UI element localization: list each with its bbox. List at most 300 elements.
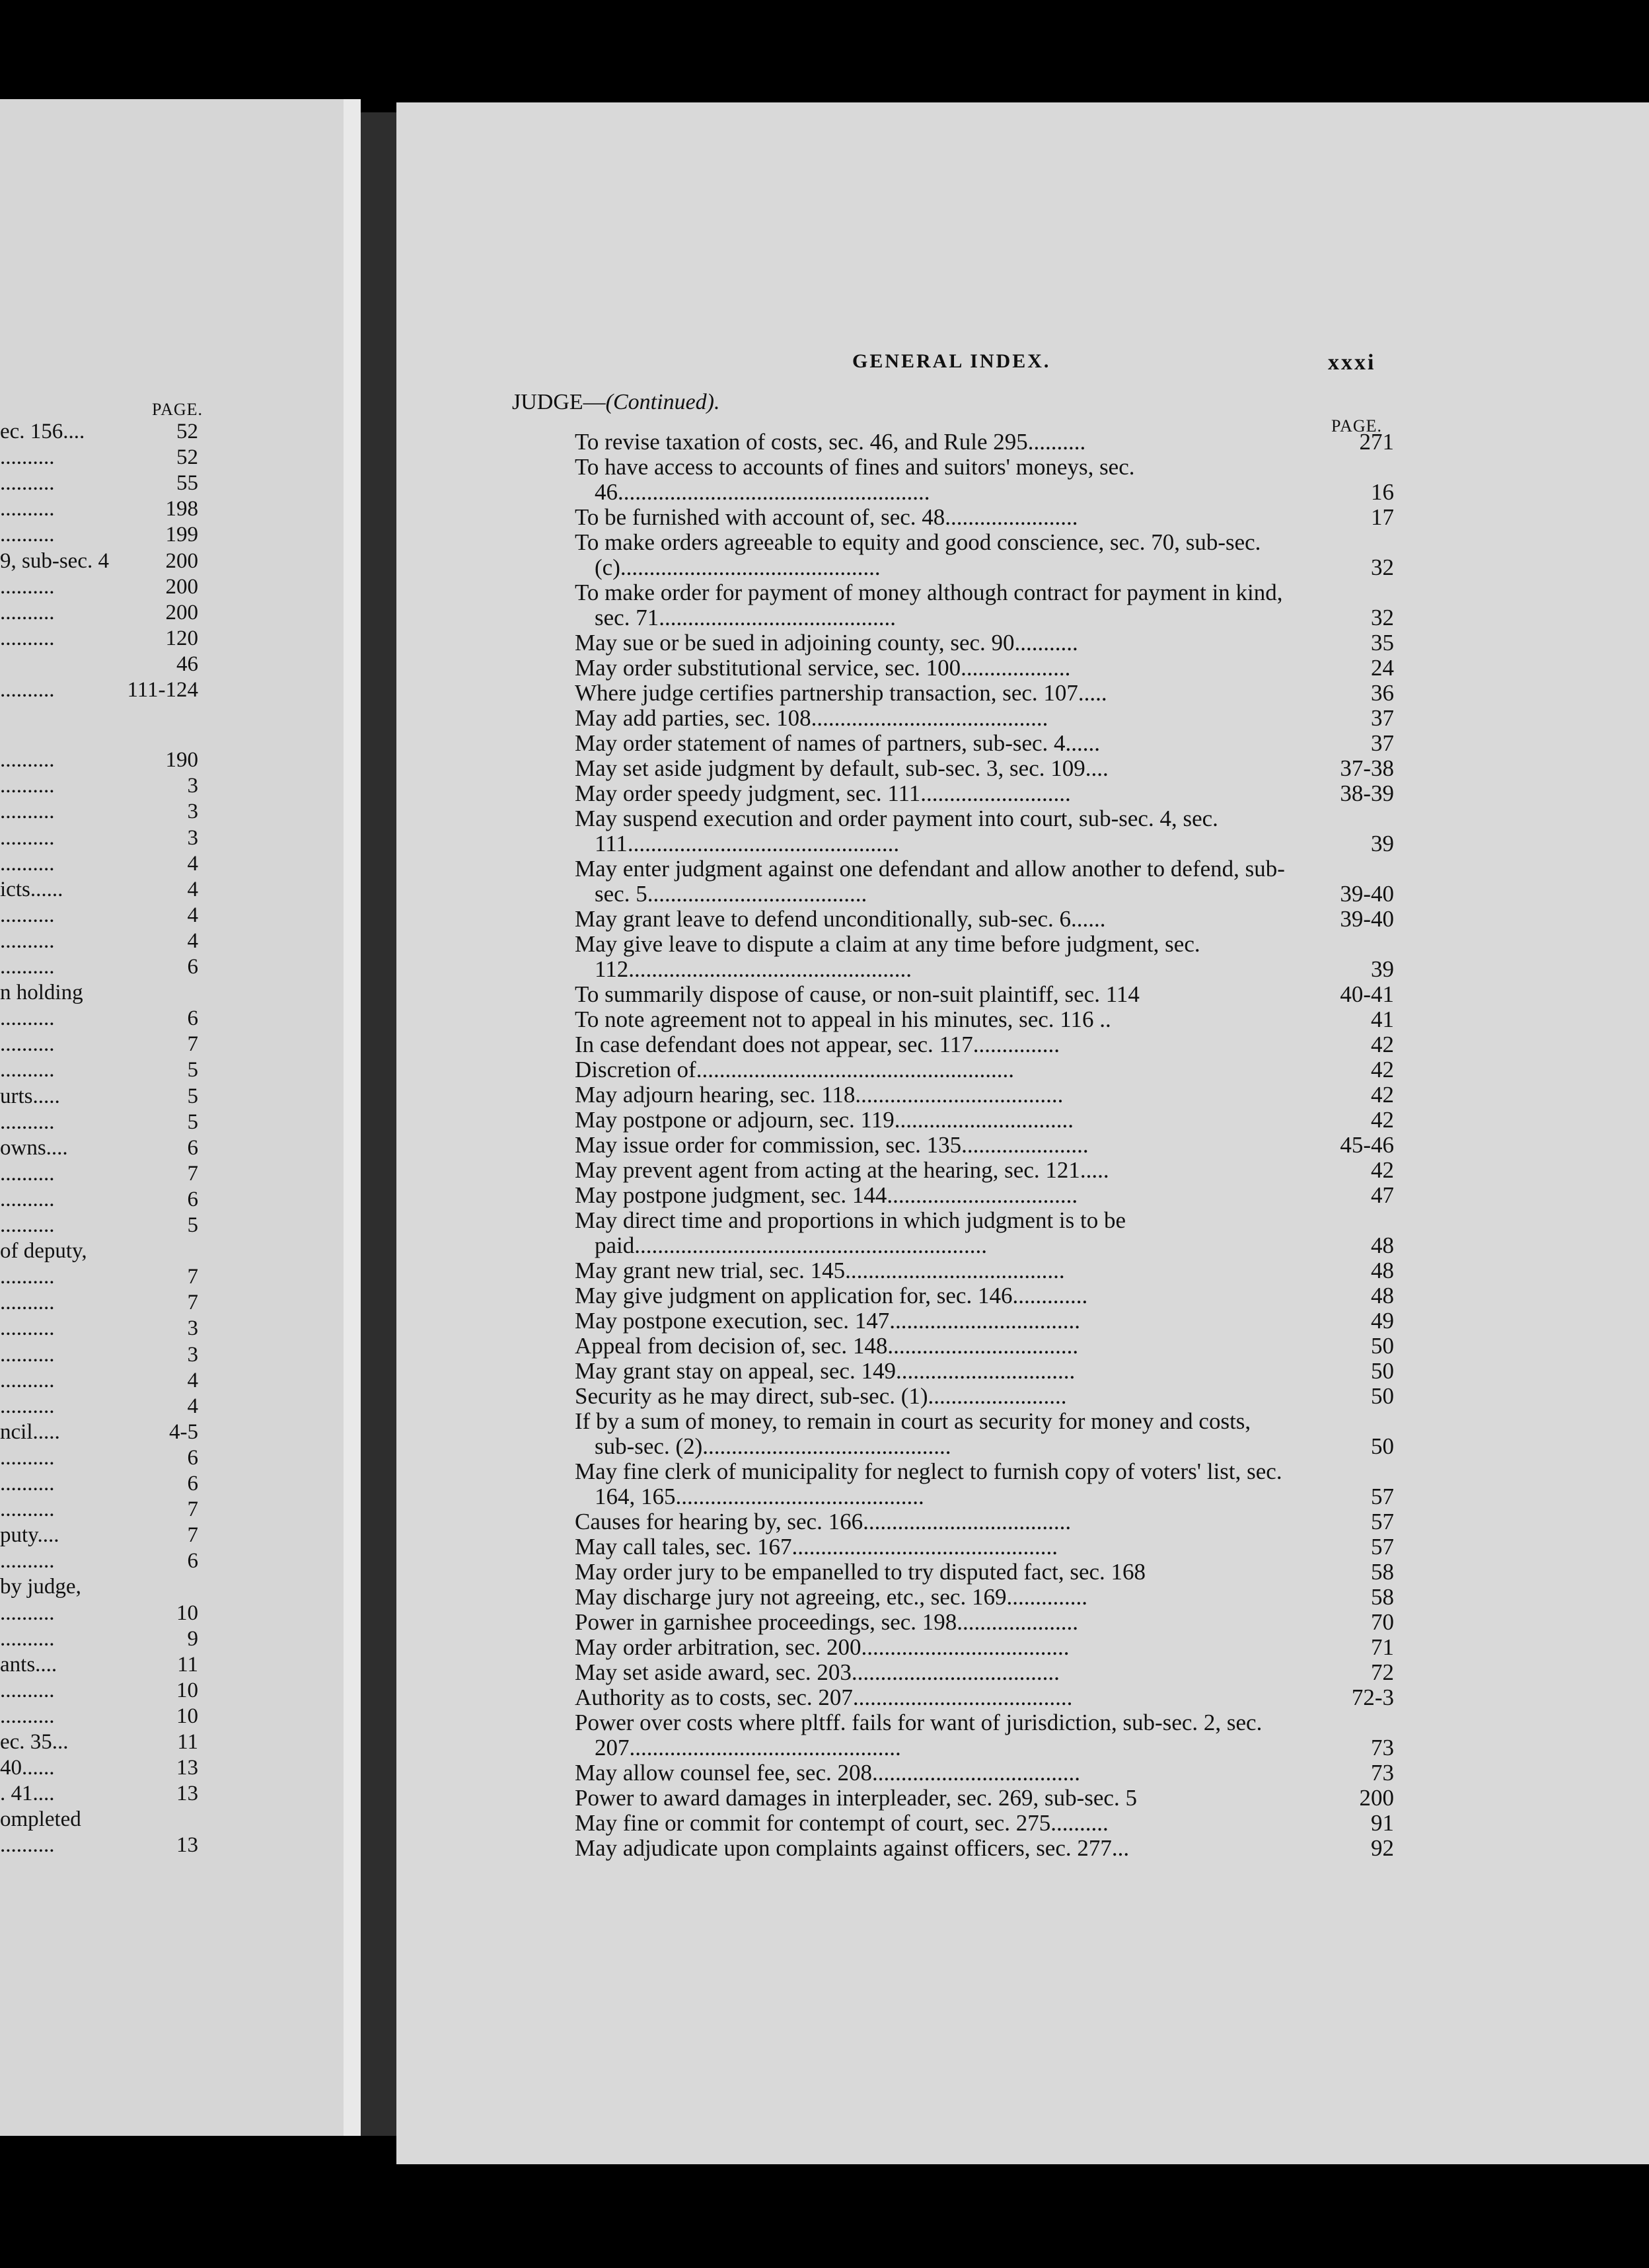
index-entry [575, 856, 1394, 907]
index-entry-page: 42 [1371, 1057, 1394, 1082]
index-entry-text: May adjudicate upon complaints against officers, sec. 277... [575, 1835, 1130, 1861]
index-entry-page: 24 [1371, 655, 1394, 681]
left-index-page: 198 [165, 497, 198, 521]
index-entry-page: 32 [1371, 605, 1394, 630]
index-entry-text: In case defendant does not appear, sec. 117............... [575, 1032, 1060, 1057]
left-index-text: n holding [0, 981, 83, 1005]
left-index-page: 4 [187, 903, 198, 927]
left-index-row [0, 929, 198, 956]
index-entry-text: To revise taxation of costs, sec. 46, and Rule 295.......... [575, 429, 1086, 455]
left-index-row [0, 497, 198, 523]
left-index-page: 55 [176, 471, 198, 496]
left-index-text: .......... [0, 471, 55, 496]
index-entry-text: Appeal from decision of, sec. 148................................. [575, 1333, 1079, 1359]
index-entry [575, 1836, 1394, 1861]
left-index-page: 3 [187, 1342, 198, 1367]
left-index-row [0, 1807, 198, 1834]
left-index-row [0, 1549, 198, 1575]
index-entry [575, 1057, 1394, 1082]
index-entry-page: 70 [1371, 1609, 1394, 1635]
index-entry-page: 39-40 [1340, 906, 1394, 932]
left-index-row [0, 601, 198, 627]
left-index-page: 200 [165, 600, 198, 624]
index-entry-text: May discharge jury not agreeing, etc., sec. 169.............. [575, 1584, 1087, 1610]
index-entry-page: 200 [1359, 1785, 1394, 1811]
section-heading-word: JUDGE— [512, 390, 606, 414]
left-index-row [0, 1704, 198, 1731]
index-entry [575, 932, 1394, 982]
index-entry-text: May enter judgment against one defendant and allow another to defend, sub-sec. 5...................................... [575, 856, 1285, 907]
index-entry-page: 39 [1371, 831, 1394, 856]
left-index-text: .......... [0, 445, 55, 470]
left-index-text: icts...... [0, 877, 63, 901]
index-entry-text: May order arbitration, sec. 200.................................... [575, 1634, 1070, 1660]
index-entry-page: 271 [1359, 429, 1394, 455]
index-entry [575, 580, 1394, 630]
page-column-label: PAGE. [1331, 416, 1383, 435]
index-entry [575, 430, 1394, 455]
index-entry [575, 1334, 1394, 1359]
left-index-text: .......... [0, 1032, 55, 1057]
left-index-row [0, 1110, 198, 1137]
index-entry [575, 656, 1394, 681]
index-entry [575, 1585, 1394, 1610]
left-index-page: 190 [165, 748, 198, 773]
index-entry-text: May postpone execution, sec. 147................................. [575, 1308, 1081, 1334]
section-heading [512, 390, 719, 415]
left-index-text: .......... [0, 1626, 55, 1651]
index-entry-text: May prevent agent from acting at the hearing, sec. 121..... [575, 1157, 1109, 1183]
left-index-text: ec. 156.... [0, 420, 85, 443]
left-page-label: PAGE. [152, 400, 203, 419]
left-index-text: by judge, [0, 1575, 81, 1599]
left-index-text: ompleted [0, 1807, 81, 1832]
index-entry [575, 455, 1394, 505]
index-entry-text: To summarily dispose of cause, or non-suit plaintiff, sec. 114 [575, 981, 1140, 1007]
index-entry [575, 1183, 1394, 1208]
index-entry-text: To make orders agreeable to equity and good conscience, sec. 70, sub-sec. (c)............................................. [575, 529, 1261, 580]
index-entry-page: 37 [1371, 705, 1394, 731]
section-continued: (Continued). [605, 390, 720, 414]
index-entry-page: 17 [1371, 504, 1394, 530]
index-entry-page: 38-39 [1340, 780, 1394, 806]
index-entry-page: 42 [1371, 1082, 1394, 1108]
left-index-text: urts..... [0, 1084, 60, 1108]
index-entry-text: Discretion of....................................................... [575, 1057, 1014, 1082]
index-entry-text: Where judge certifies partnership transaction, sec. 107..... [575, 680, 1107, 706]
index-entry-text: If by a sum of money, to remain in court as security for money and costs, sub-sec. (2)........................................... [575, 1408, 1251, 1459]
index-entry-page: 92 [1371, 1835, 1394, 1861]
left-index-text: 9, sub-sec. 4 [0, 548, 109, 573]
index-entry-page: 47 [1371, 1182, 1394, 1208]
index-entry-page: 57 [1371, 1484, 1394, 1509]
index-entry-text: May call tales, sec. 167.............................................. [575, 1534, 1058, 1560]
left-index-row [0, 1756, 198, 1782]
index-entry [575, 1258, 1394, 1283]
left-index-page: 9 [187, 1626, 198, 1651]
index-entry [575, 806, 1394, 856]
left-index-text: . 41.... [0, 1782, 55, 1806]
left-index-page: 3 [187, 800, 198, 824]
index-entry [575, 731, 1394, 756]
left-index-page: 11 [177, 1730, 198, 1754]
index-entry-text: May allow counsel fee, sec. 208.................................... [575, 1760, 1080, 1786]
left-index-page: 4 [187, 851, 198, 876]
left-index-text: .......... [0, 1472, 55, 1495]
index-entry [575, 505, 1394, 530]
index-entry-text: May order statement of names of partners, sub-sec. 4...... [575, 730, 1101, 756]
left-index-text: .......... [0, 1549, 55, 1573]
left-index-page: 5 [187, 1213, 198, 1237]
index-entry-text: May grant stay on appeal, sec. 149............................... [575, 1358, 1076, 1384]
left-index-text: .......... [0, 1291, 55, 1315]
index-entry-page: 73 [1371, 1735, 1394, 1760]
index-entry-text: May order speedy judgment, sec. 111.......................... [575, 780, 1071, 806]
index-entry-text: May give judgment on application for, sec. 146............. [575, 1283, 1088, 1308]
left-index-text: .......... [0, 1497, 55, 1522]
left-index-row [0, 1343, 198, 1369]
left-index-row [0, 878, 198, 904]
index-entry-text: May postpone judgment, sec. 144................................. [575, 1182, 1078, 1208]
left-index-text: .......... [0, 1601, 55, 1625]
index-entry-page: 32 [1371, 554, 1394, 580]
index-entry-text: May order substitutional service, sec. 100................... [575, 655, 1071, 681]
left-index-page: 7 [187, 1032, 198, 1057]
left-index-page: 46 [176, 652, 198, 676]
left-index-row [0, 1032, 198, 1059]
left-index-page: 5 [187, 1084, 198, 1108]
left-index-row [0, 1446, 198, 1472]
index-entry-page: 39 [1371, 956, 1394, 982]
left-index-text: .......... [0, 600, 55, 624]
left-index-row [0, 1265, 198, 1291]
index-entry [575, 781, 1394, 806]
left-index-row [0, 981, 198, 1007]
left-index-text: .......... [0, 1265, 55, 1289]
index-entry [575, 1384, 1394, 1409]
left-index-row [0, 1833, 198, 1860]
left-index-row [0, 1627, 198, 1653]
index-entry-page: 42 [1371, 1107, 1394, 1133]
index-entry-text: May suspend execution and order payment into court, sub-sec. 4, sec. 111............................................... [575, 806, 1218, 856]
left-index-row [0, 1601, 198, 1628]
left-index-page: 6 [187, 1549, 198, 1573]
left-index-row [0, 1213, 198, 1240]
left-index-row [0, 1316, 198, 1343]
index-entry [575, 1534, 1394, 1560]
left-index-text: .......... [0, 903, 55, 927]
left-index-text: .......... [0, 1316, 55, 1341]
index-entry-page: 57 [1371, 1509, 1394, 1534]
index-entry [575, 1108, 1394, 1133]
left-index-page: 7 [187, 1497, 198, 1522]
index-entry-text: Security as he may direct, sub-sec. (1)........................ [575, 1383, 1067, 1409]
index-entry-page: 36 [1371, 680, 1394, 706]
left-index-page: 5 [187, 1058, 198, 1082]
index-entry-text: May order jury to be empanelled to try disputed fact, sec. 168 [575, 1559, 1146, 1585]
left-index-row [0, 704, 198, 730]
index-entry-text: May add parties, sec. 108......................................... [575, 705, 1048, 731]
left-index-page: 111-124 [127, 678, 198, 702]
left-index-row [0, 826, 198, 852]
index-entry-page: 50 [1371, 1383, 1394, 1409]
left-index-text: .......... [0, 1833, 55, 1858]
index-entry-page: 45-46 [1340, 1132, 1394, 1158]
left-index-row [0, 523, 198, 549]
left-index-page: 4 [187, 877, 198, 901]
index-entry-page: 16 [1371, 479, 1394, 505]
index-entry-text: Authority as to costs, sec. 207...................................... [575, 1684, 1073, 1710]
left-index-row [0, 748, 198, 775]
left-index-text: .......... [0, 1213, 55, 1237]
left-index-text: owns.... [0, 1135, 68, 1160]
index-entry-page: 71 [1371, 1634, 1394, 1660]
left-index-row [0, 420, 198, 446]
index-entry-text: May fine clerk of municipality for neglect to furnish copy of voters' list, sec. 164, 165........................................... [575, 1458, 1282, 1509]
index-entry-text: Causes for hearing by, sec. 166.................................... [575, 1509, 1072, 1534]
left-index-row [0, 1420, 198, 1447]
index-entry-page: 37-38 [1340, 755, 1394, 781]
index-entry-page: 49 [1371, 1308, 1394, 1334]
left-index-page: 7 [187, 1523, 198, 1548]
index-entry-text: May adjourn hearing, sec. 118.................................... [575, 1082, 1064, 1108]
left-index-page: 5 [187, 1110, 198, 1134]
left-index-page: 11 [177, 1652, 198, 1677]
left-index-row [0, 903, 198, 930]
left-index-row [0, 955, 198, 981]
left-index-page: 3 [187, 825, 198, 850]
index-entry-page: 73 [1371, 1760, 1394, 1786]
left-index-page: 120 [165, 626, 198, 650]
left-index-row [0, 678, 198, 704]
index-entry [575, 1610, 1394, 1635]
index-entry-text: To be furnished with account of, sec. 48....................... [575, 504, 1078, 530]
index-entry-text: May direct time and proportions in which judgment is to be paid............................................................. [575, 1207, 1126, 1258]
left-index-text: .......... [0, 1678, 55, 1702]
left-index-row [0, 549, 198, 576]
left-index-row [0, 1291, 198, 1317]
left-index-text: .......... [0, 774, 55, 798]
left-index-text: .......... [0, 851, 55, 876]
index-entry-text: Power to award damages in interpleader, sec. 269, sub-sec. 5 [575, 1785, 1137, 1811]
left-index-row [0, 1239, 198, 1266]
left-index-row [0, 1523, 198, 1550]
left-index-page: 13 [176, 1756, 198, 1780]
left-index-page: 3 [187, 774, 198, 798]
index-entry-text: May fine or commit for contempt of court, sec. 275.......... [575, 1810, 1109, 1836]
index-entry [575, 1409, 1394, 1459]
index-entry-page: 37 [1371, 730, 1394, 756]
book-binding [361, 112, 400, 2136]
left-index-row [0, 1472, 198, 1498]
left-index-row [0, 1782, 198, 1808]
left-index-text: ec. 35... [0, 1730, 69, 1754]
left-index-page: 200 [165, 574, 198, 599]
left-index-row [0, 1575, 198, 1601]
index-entry [575, 1811, 1394, 1836]
left-index-page: 4 [187, 928, 198, 953]
index-entry [575, 1786, 1394, 1811]
left-index-page: 52 [176, 445, 198, 470]
index-entry [575, 1032, 1394, 1057]
left-index-page: 6 [187, 1445, 198, 1470]
left-index-page: 52 [176, 420, 198, 443]
index-entry-page: 91 [1371, 1810, 1394, 1836]
left-index-text: .......... [0, 1110, 55, 1134]
left-index-page: 3 [187, 1316, 198, 1341]
index-entry-text: May sue or be sued in adjoining county, sec. 90........... [575, 630, 1078, 656]
left-index-row [0, 1369, 198, 1395]
left-index-text: .......... [0, 574, 55, 599]
index-entry-page: 58 [1371, 1559, 1394, 1585]
index-entry-page: 40-41 [1340, 981, 1394, 1007]
left-index-text: puty.... [0, 1523, 59, 1548]
index-entry-text: Power over costs where pltff. fails for want of jurisdiction, sub-sec. 2, sec. 207............................................... [575, 1710, 1263, 1760]
left-page-edge [344, 99, 361, 2136]
index-entry-text: May set aside award, sec. 203.................................... [575, 1659, 1060, 1685]
index-entry [575, 630, 1394, 656]
index-entry [575, 1283, 1394, 1308]
left-index-text: .......... [0, 955, 55, 979]
index-entry-page: 72-3 [1351, 1684, 1394, 1710]
index-entry-text: Power in garnishee proceedings, sec. 198..................... [575, 1609, 1079, 1635]
left-index-row [0, 626, 198, 653]
index-entry [575, 982, 1394, 1007]
left-index-page: 7 [187, 1265, 198, 1289]
index-entry-text: To make order for payment of money although contract for payment in kind, sec. 71......................................... [575, 580, 1283, 630]
left-index-row [0, 1679, 198, 1705]
index-entry-text: May grant new trial, sec. 145...................................... [575, 1258, 1065, 1283]
index-entry-page: 48 [1371, 1232, 1394, 1258]
left-index-page: 200 [165, 548, 198, 573]
index-entries [575, 430, 1394, 1861]
left-index-text: .......... [0, 497, 55, 521]
left-index-row [0, 800, 198, 826]
left-index-row [0, 1653, 198, 1679]
left-index-text: .......... [0, 928, 55, 953]
left-index-text: .......... [0, 1368, 55, 1392]
index-entry-page: 48 [1371, 1258, 1394, 1283]
left-index-page: 199 [165, 523, 198, 547]
left-index-page: 4 [187, 1368, 198, 1392]
index-entry-page: 42 [1371, 1032, 1394, 1057]
index-entry-page: 48 [1371, 1283, 1394, 1308]
left-index-page: 6 [187, 1006, 198, 1031]
index-entry-page: 39-40 [1340, 881, 1394, 907]
index-entry [575, 1158, 1394, 1183]
index-entry [575, 1082, 1394, 1108]
left-index-row [0, 652, 198, 679]
index-entry [575, 1685, 1394, 1710]
left-index-text: .......... [0, 1394, 55, 1418]
index-entry [575, 1710, 1394, 1760]
index-entry-page: 50 [1371, 1433, 1394, 1459]
left-index-row [0, 575, 198, 601]
left-index-row [0, 1188, 198, 1214]
left-index-row [0, 1497, 198, 1524]
index-entry [575, 530, 1394, 580]
index-entry-text: May postpone or adjourn, sec. 119............................... [575, 1107, 1074, 1133]
left-index-text: .......... [0, 1187, 55, 1211]
left-index-text: .......... [0, 1006, 55, 1031]
left-index-page: 7 [187, 1161, 198, 1186]
index-entry [575, 1308, 1394, 1334]
left-index-page: 7 [187, 1291, 198, 1315]
left-index-page: 10 [176, 1601, 198, 1625]
index-entry [575, 1133, 1394, 1158]
left-index-text: .......... [0, 748, 55, 773]
left-index-text: .......... [0, 1161, 55, 1186]
running-head: GENERAL INDEX. [852, 350, 1051, 372]
index-entry [575, 1509, 1394, 1534]
index-entry-text: To have access to accounts of fines and suitors' moneys, sec. 46...................................................... [575, 454, 1135, 505]
index-entry-page: 72 [1371, 1659, 1394, 1685]
index-entry [575, 1635, 1394, 1660]
left-index-row [0, 1162, 198, 1188]
index-entry-page: 50 [1371, 1333, 1394, 1359]
index-entry-text: May issue order for commission, sec. 135...................... [575, 1132, 1089, 1158]
left-index-row [0, 1394, 198, 1421]
index-entry [575, 1208, 1394, 1258]
left-index-page: 13 [176, 1833, 198, 1858]
left-index-row [0, 1084, 198, 1111]
index-entry-page: 58 [1371, 1584, 1394, 1610]
left-index-text: .......... [0, 678, 55, 702]
left-page [0, 99, 357, 2136]
index-entry [575, 1459, 1394, 1509]
left-index-row [0, 1136, 198, 1162]
left-index-text: .......... [0, 800, 55, 824]
left-index-text: .......... [0, 1704, 55, 1728]
index-entry [575, 1660, 1394, 1685]
index-entry-page: 50 [1371, 1358, 1394, 1384]
index-entry [575, 1359, 1394, 1384]
left-index-row [0, 445, 198, 472]
left-index-page: 13 [176, 1782, 198, 1806]
index-entry [575, 681, 1394, 706]
left-index-page: 6 [187, 1187, 198, 1211]
left-index-page: 4 [187, 1394, 198, 1418]
left-index-page: 10 [176, 1704, 198, 1728]
left-index-text: .......... [0, 626, 55, 650]
left-index-row [0, 1006, 198, 1033]
left-index-row [0, 774, 198, 800]
left-index-text: ncil..... [0, 1419, 60, 1444]
left-index-text: ants.... [0, 1652, 57, 1677]
left-index-page: 6 [187, 1135, 198, 1160]
index-entry-page: 35 [1371, 630, 1394, 656]
index-entry [575, 1560, 1394, 1585]
left-index-text: of deputy, [0, 1239, 87, 1264]
left-index-page: 6 [187, 955, 198, 979]
left-index-text: 40...... [0, 1756, 55, 1780]
index-entry-page: 42 [1371, 1157, 1394, 1183]
left-index-row [0, 1730, 198, 1757]
index-entry-page: 41 [1371, 1006, 1394, 1032]
left-index-page: 6 [187, 1472, 198, 1495]
left-index-text: .......... [0, 1342, 55, 1367]
index-entry [575, 907, 1394, 932]
index-entry [575, 1007, 1394, 1032]
left-index-text: .......... [0, 1058, 55, 1082]
index-entry [575, 756, 1394, 781]
folio-number: xxxi [1328, 350, 1376, 375]
left-index-page: 10 [176, 1678, 198, 1702]
index-entry-text: May set aside judgment by default, sub-sec. 3, sec. 109.... [575, 755, 1109, 781]
index-entry-page: 57 [1371, 1534, 1394, 1560]
left-index-page: 4-5 [169, 1419, 198, 1444]
index-entry [575, 1760, 1394, 1786]
